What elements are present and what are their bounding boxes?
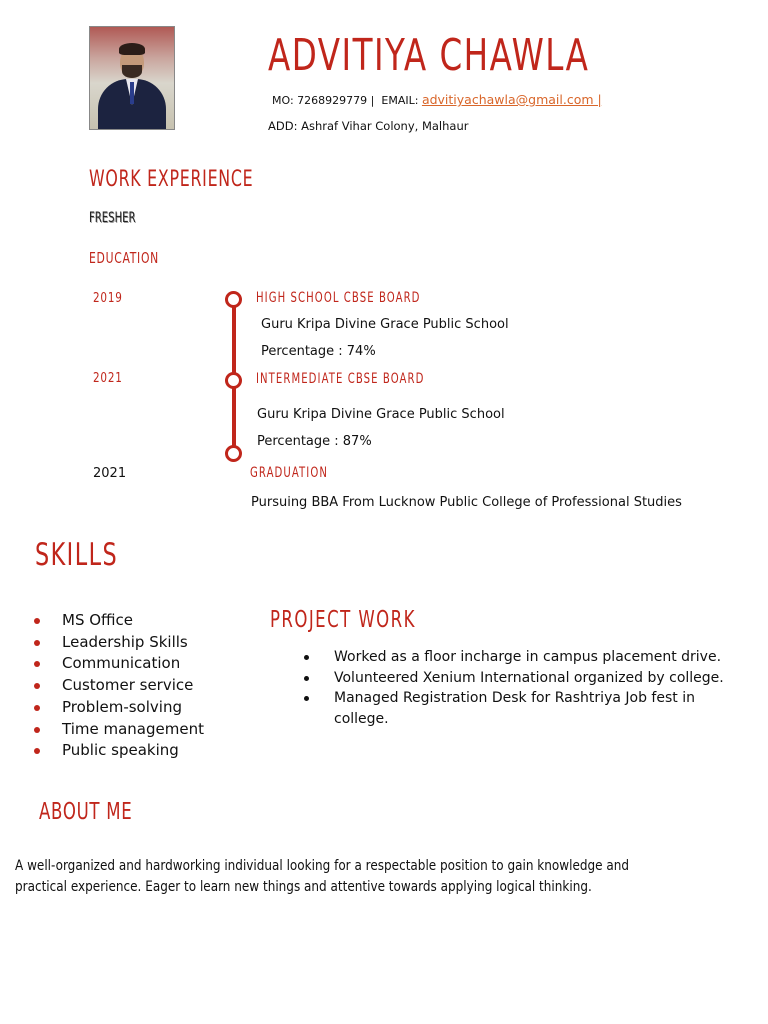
- contact-line: [272, 92, 602, 107]
- education-percentage: Percentage : 87%: [257, 434, 372, 449]
- skill-label: Communication: [62, 654, 181, 673]
- list-item: [30, 740, 204, 762]
- list-item: [298, 647, 748, 668]
- skill-label: Public speaking: [62, 741, 179, 760]
- skill-label: Leadership Skills: [62, 632, 188, 651]
- timeline-dot: [225, 372, 242, 389]
- skills-heading: SKILLS: [35, 537, 119, 573]
- timeline-dot: [225, 291, 242, 308]
- mobile-label: MO:: [272, 94, 294, 107]
- project-item: Managed Registration Desk for Rashtriya Job fest in college.: [334, 690, 695, 727]
- bullet-icon: [304, 696, 309, 701]
- email-link[interactable]: advitiyachawla@gmail.com |: [421, 92, 602, 107]
- bullet-icon: [34, 705, 40, 711]
- timeline-dot: [225, 445, 242, 462]
- bullet-icon: [34, 727, 40, 733]
- candidate-name: ADVITIYA CHAWLA: [268, 30, 590, 81]
- education-title: INTERMEDIATE CBSE BOARD: [256, 371, 425, 387]
- profile-photo: [89, 26, 175, 130]
- bullet-icon: [34, 618, 40, 624]
- bullet-icon: [34, 748, 40, 754]
- skill-label: Customer service: [62, 676, 194, 695]
- list-item: [298, 668, 748, 689]
- about-text: A well-organized and hardworking individual looking for a respectable position to gain knowledge and practical experience. Eager to learn new things and attentive towards applying logical thinking.: [15, 858, 630, 895]
- education-detail: Pursuing BBA From Lucknow Public College of Professional Studies: [251, 495, 682, 510]
- email-label: EMAIL:: [381, 94, 419, 107]
- skill-label: Time management: [62, 719, 204, 738]
- project-item: Volunteered Xenium International organized by college.: [334, 669, 724, 686]
- education-percentage: Percentage : 74%: [261, 344, 376, 359]
- list-item: [30, 653, 204, 675]
- project-work-list: [298, 647, 748, 729]
- about-heading: ABOUT ME: [39, 799, 133, 825]
- bullet-icon: [34, 683, 40, 689]
- education-title: GRADUATION: [250, 465, 328, 481]
- education-school: Guru Kripa Divine Grace Public School: [261, 317, 509, 332]
- project-work-heading: PROJECT WORK: [270, 607, 416, 633]
- list-item: [30, 697, 204, 719]
- contact-separator: |: [370, 94, 375, 107]
- education-year: 2021: [93, 466, 127, 481]
- list-item: [30, 632, 204, 654]
- education-heading: EDUCATION: [89, 249, 159, 267]
- list-item: [30, 675, 204, 697]
- bullet-icon: [304, 655, 309, 660]
- list-item: [30, 610, 204, 632]
- education-year: 2019: [93, 291, 123, 306]
- skill-label: MS Office: [62, 611, 134, 629]
- work-experience-value: FRESHER: [89, 210, 136, 226]
- project-item: Worked as a floor incharge in campus placement drive.: [334, 649, 722, 665]
- bullet-icon: [304, 676, 309, 681]
- skills-list: [30, 610, 204, 762]
- work-experience-heading: WORK EXPERIENCE: [89, 167, 254, 192]
- bullet-icon: [34, 640, 40, 646]
- mobile-number: 7268929779: [297, 94, 368, 107]
- education-year: 2021: [93, 371, 123, 386]
- bullet-icon: [34, 661, 40, 667]
- list-item: [298, 688, 748, 729]
- education-title: HIGH SCHOOL CBSE BOARD: [256, 290, 421, 306]
- skill-label: Problem-solving: [62, 697, 182, 716]
- education-school: Guru Kripa Divine Grace Public School: [257, 407, 505, 422]
- address: ADD: Ashraf Vihar Colony, Malhaur: [268, 119, 469, 133]
- list-item: [30, 719, 204, 741]
